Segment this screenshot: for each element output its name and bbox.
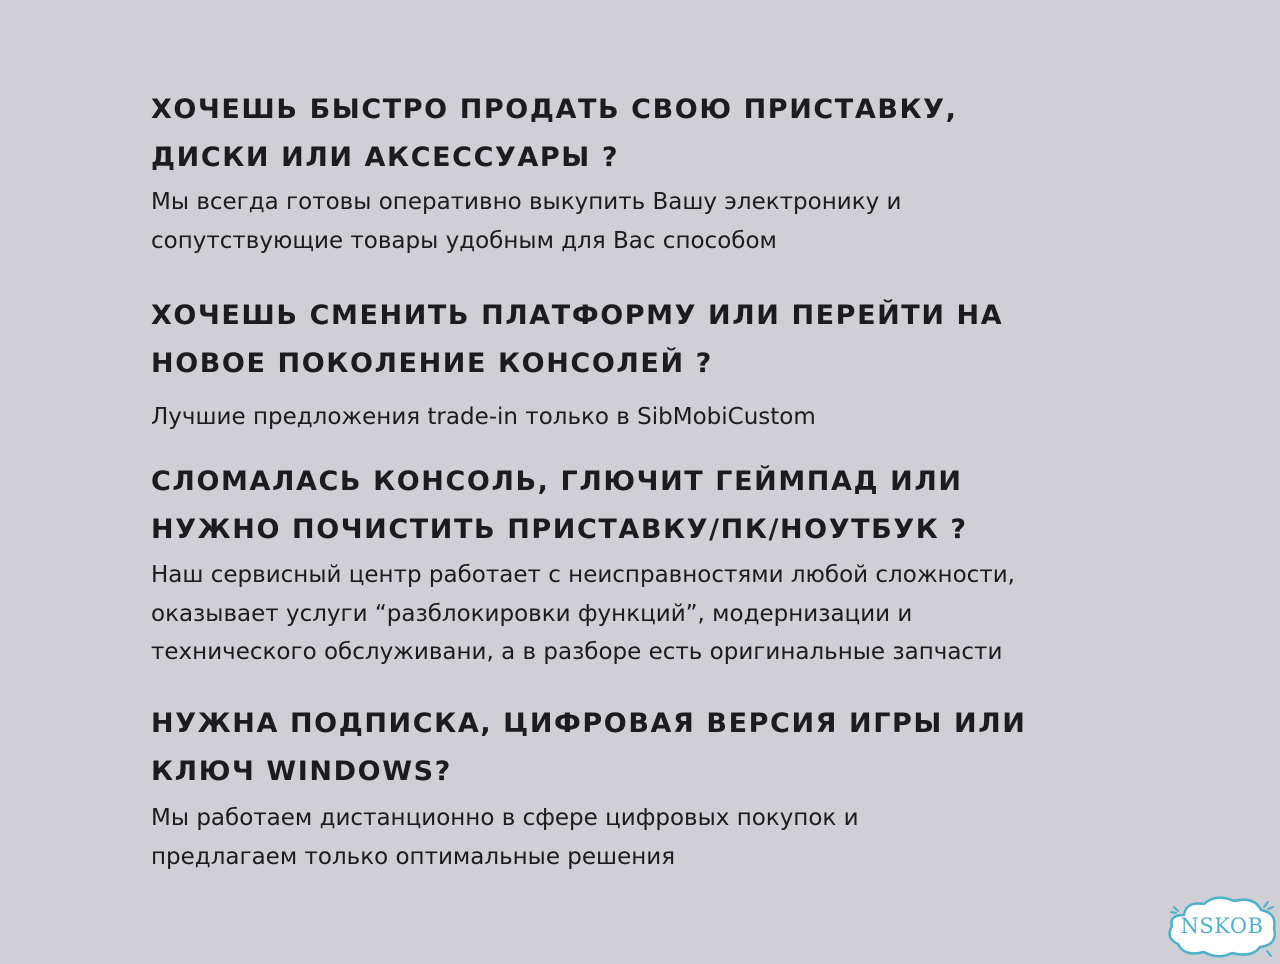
heading-line: КЛЮЧ WINDOWS? [151, 756, 452, 787]
text-line: Наш сервисный центр работает с неисправностями любой сложности, [151, 562, 1015, 588]
text-line: Мы всегда готовы оперативно выкупить Вашу электронику и [151, 189, 902, 215]
text-line: Мы работаем дистанционно в сфере цифровых покупок и [151, 805, 859, 831]
heading-line: НУЖНА ПОДПИСКА, ЦИФРОВАЯ ВЕРСИЯ ИГРЫ ИЛИ [151, 708, 1027, 739]
heading-line: НУЖНО ПОЧИСТИТЬ ПРИСТАВКУ/ПК/НОУТБУК ? [151, 514, 968, 545]
section-heading [151, 292, 1003, 388]
text-line: технического обслуживани, а в разборе есть оригинальные запчасти [151, 639, 1003, 665]
section-text [151, 799, 1026, 876]
heading-line: ХОЧЕШЬ СМЕНИТЬ ПЛАТФОРМУ ИЛИ ПЕРЕЙТИ НА [151, 300, 1004, 331]
section-trade-in [151, 292, 1003, 437]
heading-line: НОВОЕ ПОКОЛЕНИЕ КОНСОЛЕЙ ? [151, 348, 713, 379]
text-line: Лучшие предложения trade-in только в SibMobiCustom [151, 404, 816, 430]
watermark-text: NSKOB [1180, 914, 1264, 938]
text-line: сопутствующие товары удобным для Вас способом [151, 227, 777, 254]
section-text [151, 183, 957, 260]
heading-line: ДИСКИ ИЛИ АКСЕССУАРЫ ? [151, 142, 620, 173]
section-digital [151, 700, 1026, 876]
section-heading [151, 700, 1026, 796]
section-text [151, 398, 1003, 437]
watermark-logo [1164, 893, 1280, 960]
section-heading [151, 86, 957, 182]
heading-line: ХОЧЕШЬ БЫСТРО ПРОДАТЬ СВОЮ ПРИСТАВКУ, [151, 94, 958, 125]
text-line: оказывает услуги “разблокировки функций”, модернизации и [151, 600, 913, 627]
section-text [151, 556, 1015, 672]
heading-line: СЛОМАЛАСЬ КОНСОЛЬ, ГЛЮЧИТ ГЕЙМПАД ИЛИ [151, 466, 963, 497]
section-heading [151, 458, 1015, 554]
section-sell-console [151, 86, 957, 260]
text-line: предлагаем только оптимальные решения [151, 843, 676, 870]
section-repair [151, 458, 1015, 672]
